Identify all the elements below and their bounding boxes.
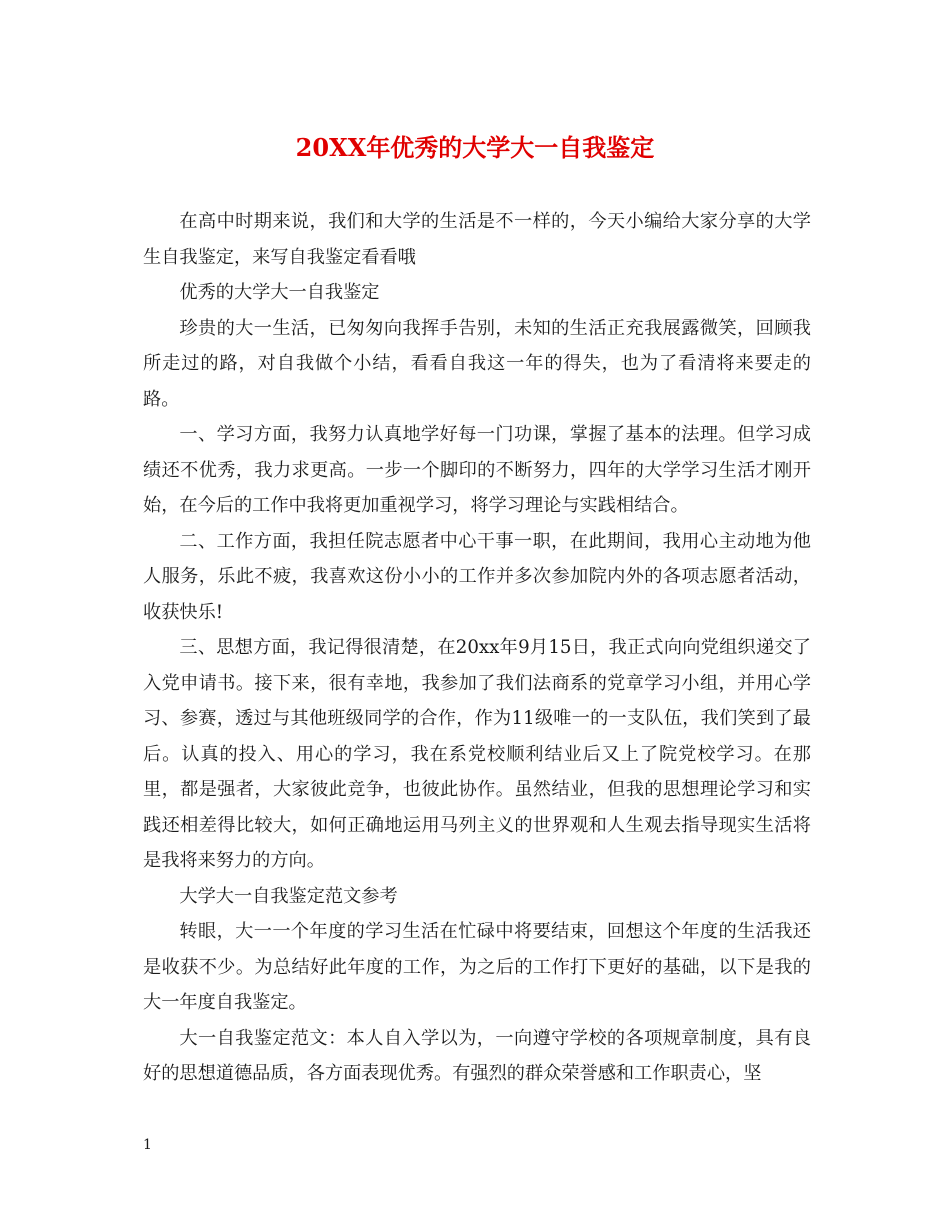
paragraph-review: 珍贵的大一生活，已匆匆向我挥手告别，未知的生活正充我展露微笑，回顾我所走过的路，对自我做个小结，看看自我这一年的得失，也为了看清将来要走的路。 — [143, 317, 811, 410]
paragraph-thought: 三、思想方面，我记得很清楚，在20xx年9月15日，我正式向向党组织递交了入党申请书。接下来，很有幸地，我参加了我们法商系的党章学习小组，并用心学习、参赛，透过与其他班级同学的合作，作为11级唯一的一支队伍，我们笑到了最后。认真的投入、用心的学习，我在系党校顺利结业后又上了院党校学习。在那里，都是强者，大家彼此竞争，也彼此协作。虽然结业，但我的思想理论学习和实践还相差得比较大，如何正确地运用马列主义的世界观和人生观去指导现实生活将是我将来努力的方向。 — [143, 637, 811, 871]
document-title: 20XX年优秀的大学大一自我鉴定 — [295, 133, 655, 162]
paragraph-work: 二、工作方面，我担任院志愿者中心干事一职，在此期间，我用心主动地为他人服务，乐此不疲，我喜欢这份小小的工作并多次参加院内外的各项志愿者活动，收获快乐! — [143, 530, 811, 623]
paragraph-sample-text: 大一自我鉴定范文：本人自入学以为，一向遵守学校的各项规章制度，具有良好的思想道德品质，各方面表现优秀。有强烈的群众荣誉感和工作职责心，坚 — [143, 1027, 811, 1084]
page-number: 1 — [143, 1137, 152, 1153]
paragraph-intro: 在高中时期来说，我们和大学的生活是不一样的，今天小编给大家分享的大学生自我鉴定，来写自我鉴定看看哦 — [143, 211, 811, 268]
paragraph-heading-excellent: 优秀的大学大一自我鉴定 — [179, 282, 380, 303]
paragraph-summary: 转眼，大一一个年度的学习生活在忙碌中将要结束，回想这个年度的生活我还是收获不少。为总结好此年度的工作，为之后的工作打下更好的基础，以下是我的大一年度自我鉴定。 — [143, 921, 811, 1013]
paragraph-study: 一、学习方面，我努力认真地学好每一门功课，掌握了基本的法理。但学习成绩还不优秀，我力求更高。一步一个脚印的不断努力，四年的大学学习生活才刚开始，在今后的工作中我将更加重视学习，将学习理论与实践相结合。 — [143, 424, 811, 516]
document-body — [143, 204, 811, 1092]
paragraph-heading-sample: 大学大一自我鉴定范文参考 — [179, 885, 398, 907]
